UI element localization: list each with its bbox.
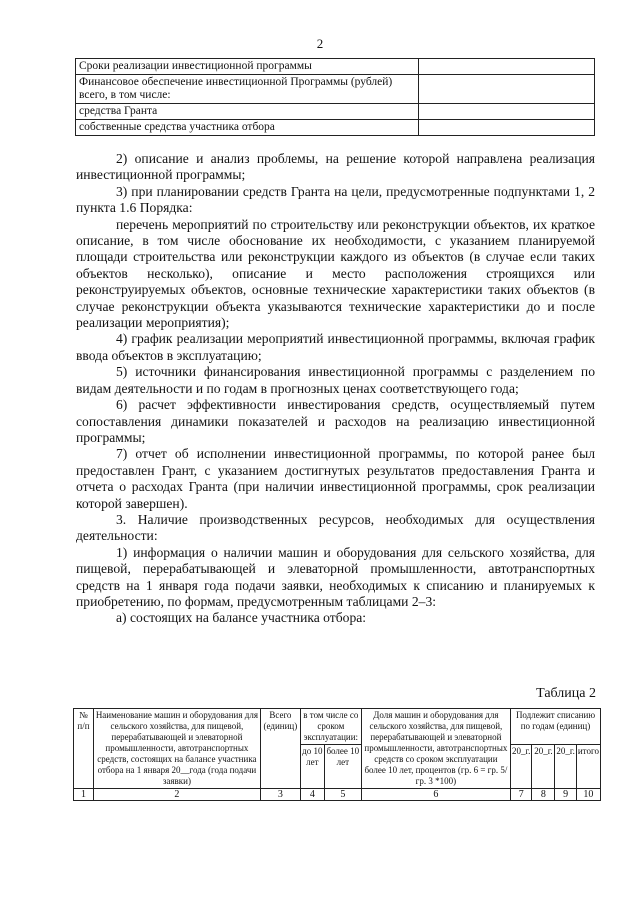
table-caption: Таблица 2: [536, 686, 596, 701]
column-number: 4: [300, 789, 324, 801]
paragraph: 4) график реализации мероприятий инвестиционной программы, включая график ввода объектов в эксплуатацию;: [76, 331, 595, 363]
header-year-3: 20_г.: [555, 745, 576, 789]
column-number: 5: [324, 789, 361, 801]
column-number: 3: [260, 789, 300, 801]
row-label: Сроки реализации инвестиционной программы: [76, 59, 419, 75]
column-number: 1: [74, 789, 94, 801]
column-number: 7: [510, 789, 531, 801]
header-write-off: Подлежит списанию по годам (единиц): [510, 709, 600, 745]
header-year-1: 20_г.: [510, 745, 531, 789]
header-name: Наименование машин и оборудования для сельского хозяйства, для пищевой, перерабатывающей и элеваторной промышленности, автотранспортных средств, состоящих на балансе участника отбора на 1 января 20__года (года подачи заявки): [93, 709, 260, 789]
row-label: собственные средства участника отбора: [76, 120, 419, 136]
row-label: средства Гранта: [76, 104, 419, 120]
program-summary-table: [75, 58, 595, 136]
header-over-10: более 10 лет: [324, 745, 361, 789]
header-including: в том числе со сроком эксплуатации:: [300, 709, 361, 745]
paragraph: 5) источники финансирования инвестиционной программы с разделением по видам деятельности и по годам в прогнозных ценах соответствующего года;: [76, 364, 595, 396]
column-number: 6: [361, 789, 510, 801]
paragraph: 3) при планировании средств Гранта на цели, предусмотренные подпунктами 1, 2 пункта 1.6 Порядка:: [76, 183, 595, 216]
header-share: Доля машин и оборудования для сельского хозяйства, для пищевой, перерабатывающей и элеваторной промышленности, автотранспортных средств со сроком эксплуатации более 10 лет, процентов (гр. 6 = гр. 5/гр. 3 *100): [361, 709, 510, 789]
page-number: 2: [316, 36, 324, 51]
row-value-cell[interactable]: [419, 59, 595, 75]
machinery-table: [73, 708, 601, 801]
table-row: [76, 75, 595, 104]
header-total-years: итого: [576, 745, 600, 789]
table-row: [76, 120, 595, 136]
row-value-cell[interactable]: [419, 120, 595, 136]
column-number: 2: [93, 789, 260, 801]
header-year-2: 20_г.: [532, 745, 555, 789]
paragraph: 1) информация о наличии машин и оборудования для сельского хозяйства, для пищевой, перерабатывающей и элеваторной промышленности, автотранспортных средств на 1 января года подачи заявки, необходимых к списанию и планируемых к приобретению, по формам, предусмотренным таблицами 2–3:: [76, 544, 595, 609]
header-total: Всего (единиц): [260, 709, 300, 789]
paragraph: а) состоящих на балансе участника отбора:: [116, 610, 367, 626]
paragraph: 7) отчет об исполнении инвестиционной программы, по которой ранее был предоставлен Грант, с указанием достигнутых результатов предоставления Гранта и отчета о расходах Гранта (при наличии инвестиционной программы, срок реализации которой завершен).: [76, 446, 595, 511]
row-value-cell[interactable]: [419, 104, 595, 120]
table-row: [76, 59, 595, 75]
header-row: [74, 709, 601, 745]
header-number: № п/п: [74, 709, 94, 789]
paragraph: перечень мероприятий по строительству или реконструкции объектов, их краткое описание, в том числе обоснование их необходимости, с указанием планируемой площади строительства или реконструкции каждого из объектов (в случае если таких объектов несколько), описание и место расположения строящихся или реконструируемых объектов, основные технические характеристики таких объектов (в случае реконструкции объекта указываются технические характеристики до и после реализации мероприятия);: [76, 216, 595, 331]
row-label: Финансовое обеспечение инвестиционной Программы (рублей) всего, в том числе:: [76, 75, 419, 104]
table-row: [76, 104, 595, 120]
column-number: 10: [576, 789, 600, 801]
header-up-to-10: до 10 лет: [300, 745, 324, 789]
document-body: [76, 151, 595, 627]
paragraph: 6) расчет эффективности инвестирования средств, осуществляемый путем сопоставления динамики показателей и расходов на реализацию инвестиционной программы;: [76, 397, 595, 445]
column-number: 9: [555, 789, 576, 801]
paragraph: 2) описание и анализ проблемы, на решение которой направлена реализация инвестиционной программы;: [76, 151, 595, 183]
paragraph: 3. Наличие производственных ресурсов, необходимых для осуществления деятельности:: [76, 511, 595, 544]
column-number-row: [74, 789, 601, 801]
column-number: 8: [532, 789, 555, 801]
row-value-cell[interactable]: [419, 75, 595, 104]
